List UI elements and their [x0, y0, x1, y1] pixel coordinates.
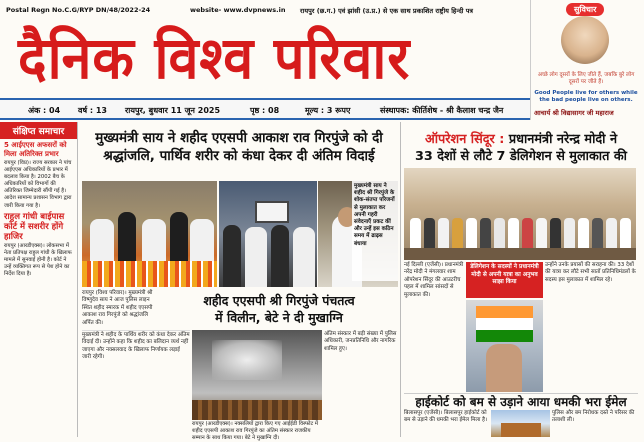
acharya-portrait: [561, 16, 609, 64]
highcourt-bomb-headline[interactable]: हाईकोर्ट को बम से उड़ाने आया धमकी भरा ईमेल: [404, 393, 638, 410]
main-headline-line2: श्रद्धांजलि, पार्थिव शरीर को कंधा देकर दी अंतिम विदाई: [103, 148, 375, 164]
suvichar-box: [530, 0, 640, 120]
quote-hindi: अच्छे लोग दूसरों के लिए जीते हैं, जबकि बुरे लोग दूसरों पर जीते हैं।: [537, 72, 635, 85]
suvichar-badge: सुविचार: [566, 3, 604, 16]
operation-sindoor-label: ऑपरेशन सिंदूर :: [424, 132, 505, 147]
issue-info-bar: [0, 98, 530, 120]
main-headline[interactable]: [80, 130, 398, 165]
brief-story1-body: रायपुर (विप्र)। राज्य सरकार ने पांच आईएएस अधिकारियों के प्रभार में बदलाव किया है। 2002 बैच के अधिकारियों को विभागों की अतिरिक्त जिम्मेदारी सौंपी गई है। आदेश सामान्य प्रशासन विभाग द्वारा जारी किया गया है।: [4, 160, 72, 209]
sindoor-highlight-box: डेलिगेशन के सदस्यों ने प्रधानमंत्री मोदी से अपनी यात्रा का अनुभव साझा किया: [466, 262, 543, 298]
brief-news-column: [0, 122, 78, 437]
sindoor-story-body-a: नई दिल्ली (एजेंसी)। प्रधानमंत्री नरेंद्र मोदी ने मंगलवार शाम ऑपरेशन सिंदूर की आउटरीच पहल में शामिल सांसदों से मुलाकात की।: [404, 262, 464, 298]
postal-registration: Postal Regn No.C.G/RYP DN/48/2022-24: [6, 6, 151, 14]
main-headline-line1: मुख्यमंत्री साय ने शहीद एएसपी आकाश राव गिरपुंजे को दी: [95, 130, 383, 146]
sub-headline[interactable]: [160, 292, 398, 326]
cremation-story-body: रायपुर (आरडीएक्स)। नक्सलियों द्वारा किए गए आईईडी विस्फोट में शहीद एएसपी आकाश राव गिरपुंजे का अंतिम संस्कार राजकीय सम्मान के साथ किया गया। बेटे ने मुखाग्नि दी।: [192, 421, 319, 441]
price: मूल्य : 3 रूपए: [305, 106, 351, 115]
pm-modi-photo: [466, 300, 543, 392]
operation-sindoor-headline[interactable]: [404, 131, 638, 165]
sub-headline-line1: शहीद एएसपी श्री गिरपुंजे पंचतत्व: [203, 293, 355, 308]
operation-sindoor-headline-rest: प्रधानमंत्री नरेन्द्र मोदी ने: [508, 132, 618, 147]
issue-date: रायपुर, बुधवार 11 जून 2025: [125, 106, 221, 115]
website-link[interactable]: website- www.dvpnews.in: [190, 6, 286, 14]
operation-sindoor-headline-line2: 33 देशों से लौटे 7 डेलिगेशन से मुलाकात की: [415, 149, 627, 164]
pm-delegation-group-photo: [404, 168, 636, 260]
main-story-body-d: अंतिम संस्कार में बड़ी संख्या में पुलिस अधिकारी, जनप्रतिनिधि और नागरिक शामिल हुए।: [324, 331, 397, 352]
cremation-photo: [192, 330, 322, 420]
cm-tribute-photo: [82, 181, 217, 287]
page-count: पृष्ठ : 08: [250, 106, 280, 115]
masthead: [0, 20, 530, 98]
brief-story1-headline[interactable]: 5 आईएएस अफसरों को मिला अतिरिक्त प्रभार: [4, 141, 67, 158]
sindoor-story-body-b: उन्होंने उनके प्रयासों की सराहना की। 33 देशों की यात्रा कर लौटे सभी सातों प्रतिनिधिमंडलों के सदस्य इस मुलाकात में शामिल रहे।: [545, 262, 636, 283]
quote-english: Good People live for others while the bad people live on others.: [534, 90, 638, 103]
sub-headline-line2: में विलीन, बेटे ने दी मुखाग्नि: [215, 310, 343, 325]
brief-news-header: संक्षिप्त समाचार: [0, 122, 77, 139]
brief-story2-body: रायपुर (आरडीएक्स)। लोकसभा में नेता प्रतिपक्ष राहुल गांधी के खिलाफ मामले में सुनवाई होनी है। कोर्ट ने उन्हें व्यक्तिगत रूप से पेश होने का निर्देश दिया है।: [4, 242, 72, 278]
family-photo-caption: मुख्यमंत्री साय ने शहीद श्री गिरपुंजे के शोक-संतप्त परिजनों से मुलाकात कर अपनी गहरी संवेदनाएँ प्रकट कीं और उन्हें इस कठिन समय में ढाढ़स बंधाया: [352, 181, 398, 281]
coffin-carry-photo: [219, 181, 317, 287]
newspaper-title: दैनिक विश्व परिवार: [18, 24, 411, 92]
highcourt-building-photo: [491, 410, 550, 437]
main-story-body-a: रायपुर (विश्व परिवार)। मुख्यमंत्री श्री विष्णुदेव साय ने आज पुलिस लाइन स्थित शहीद स्मारक में शहीद एएसपी आकाश राव गिरपुंजे को श्रद्धांजलि अर्पित की।: [82, 290, 153, 326]
issue-number: अंक : 04: [28, 106, 61, 115]
highcourt-story-body-a: बिलासपुर (एजेंसी)। बिलासपुर हाईकोर्ट को बम से उड़ाने की धमकी भरा ईमेल मिला है।: [404, 410, 487, 424]
quote-attribution: आचार्य श्री विद्यासागर जी महाराज: [534, 109, 614, 117]
brief-story2-headline[interactable]: राहुल गांधी बाईपास कोर्ट में सशरीर होंगे हाजिर: [4, 211, 65, 242]
edition-tagline: रायपुर (छ.ग.) एवं झांसी (उ.प्र.) से एक साथ प्रकाशित राष्ट्रीय हिन्दी पत्र: [300, 7, 474, 15]
issue-year: वर्ष : 13: [78, 106, 107, 115]
founder: संस्थापक: कीर्तिशेष - श्री कैलाश चन्द्र जैन: [380, 106, 504, 115]
main-story-body-b: मुख्यमंत्री ने शहीद के पार्थिव शरीर को कंधा देकर अंतिम विदाई दी। उन्होंने कहा कि शहीद का बलिदान व्यर्थ नहीं जाएगा और नक्सलवाद के खिलाफ निर्णायक लड़ाई जारी रहेगी।: [82, 330, 190, 437]
highcourt-story-body-b: पुलिस और बम निरोधक दस्ते ने परिसर की तलाशी ली।: [552, 410, 635, 424]
